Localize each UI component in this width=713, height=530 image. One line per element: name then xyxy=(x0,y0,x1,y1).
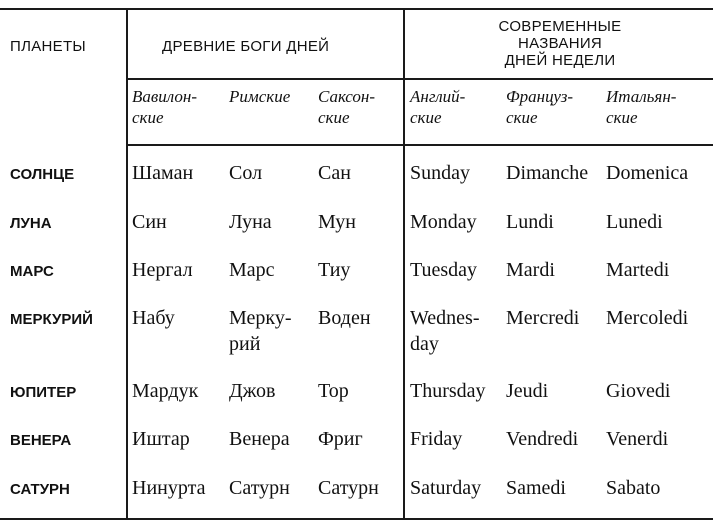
table-cell xyxy=(229,211,272,233)
cell-line: Тор xyxy=(318,380,349,402)
table-cell xyxy=(606,380,670,402)
table-cell xyxy=(318,162,351,184)
table-cell xyxy=(410,211,477,233)
planet-label-jupiter: ЮПИТЕР xyxy=(10,384,77,401)
header-planets: ПЛАНЕТЫ xyxy=(10,38,87,55)
planet-label-sun: СОЛНЦЕ xyxy=(10,166,75,183)
subheader-line: Итальян- xyxy=(606,87,677,106)
cell-line: Венера xyxy=(229,428,290,450)
cell-line: Луна xyxy=(229,211,272,233)
cell-line: Тиу xyxy=(318,259,351,281)
table-cell xyxy=(506,162,588,184)
table-cell xyxy=(606,477,660,499)
cell-line: Sunday xyxy=(410,162,470,184)
cell-line: Venerdi xyxy=(606,428,669,450)
cell-line: Lunedi xyxy=(606,211,663,233)
table-cell xyxy=(229,380,275,402)
subheader-french xyxy=(506,88,573,126)
table-cell xyxy=(318,428,363,450)
column-divider-ancient-modern xyxy=(403,8,405,520)
subheader-line: Римские xyxy=(229,87,291,106)
cell-line: day xyxy=(410,333,439,355)
planet-label-saturn: САТУРН xyxy=(10,481,70,498)
cell-line: Мерку- xyxy=(229,307,292,329)
cell-line: Сатурн xyxy=(229,477,290,499)
table-cell xyxy=(506,428,578,450)
header-ancient-gods: ДРЕВНИЕ БОГИ ДНЕЙ xyxy=(162,38,330,55)
cell-line: Mercoledi xyxy=(606,307,689,329)
cell-line: Мардук xyxy=(132,380,199,402)
cell-line: Набу xyxy=(132,307,175,329)
cell-line: Сан xyxy=(318,162,351,184)
cell-line: Friday xyxy=(410,428,463,450)
table-cell xyxy=(132,428,190,450)
cell-line: Нинурта xyxy=(132,477,206,499)
table-cell xyxy=(606,211,663,233)
cell-line: Сол xyxy=(229,162,263,184)
planet-label-mars: МАРС xyxy=(10,263,54,280)
cell-line: Иштар xyxy=(132,428,190,450)
cell-line: рий xyxy=(229,333,261,355)
cell-line: Martedi xyxy=(606,259,670,281)
subheader-line: ские xyxy=(132,108,164,127)
cell-line: Samedi xyxy=(506,477,566,499)
cell-line: Фриг xyxy=(318,428,363,450)
subheader-line: ские xyxy=(410,108,442,127)
subheader-line: Англий- xyxy=(410,87,466,106)
subheader-line: ские xyxy=(318,108,350,127)
column-divider-planets xyxy=(126,8,128,520)
table-cell xyxy=(506,380,548,402)
table-cell xyxy=(606,162,688,184)
subheader-roman xyxy=(229,88,290,105)
subheader-line: Вавилон- xyxy=(132,87,197,106)
table-cell xyxy=(132,380,198,402)
subheader-line: Француз- xyxy=(506,87,573,106)
cell-line: Шаман xyxy=(132,162,194,184)
table-cell xyxy=(606,428,668,450)
subheader-english xyxy=(410,88,465,126)
table-cell xyxy=(506,259,555,281)
table-cell xyxy=(132,477,205,499)
table-cell xyxy=(229,162,262,184)
cell-line: Мун xyxy=(318,211,356,233)
header-modern-line: СОВРЕМЕННЫЕ xyxy=(498,18,622,35)
subheader-line: ские xyxy=(606,108,638,127)
table-top-rule xyxy=(0,8,713,10)
cell-line: Син xyxy=(132,211,167,233)
cell-line: Thursday xyxy=(410,380,486,402)
subheader-bottom-rule xyxy=(128,144,713,146)
table-cell xyxy=(229,307,292,355)
subheader-italian xyxy=(606,88,676,126)
cell-line: Lundi xyxy=(506,211,554,233)
cell-line: Saturday xyxy=(410,477,482,499)
table-cell xyxy=(410,428,462,450)
header-modern-names xyxy=(420,18,700,69)
subheader-top-rule xyxy=(128,78,713,80)
table-cell xyxy=(410,307,479,355)
subheader-line: Саксон- xyxy=(318,87,375,106)
cell-line: Domenica xyxy=(606,162,689,184)
cell-line: Сатурн xyxy=(318,477,379,499)
subheader-line: ские xyxy=(506,108,538,127)
subheader-babylonian xyxy=(132,88,197,126)
cell-line: Mercredi xyxy=(506,307,580,329)
table-cell xyxy=(132,211,167,233)
table-cell xyxy=(410,259,477,281)
planet-label-venus: ВЕНЕРА xyxy=(10,432,72,449)
cell-line: Dimanche xyxy=(506,162,589,184)
table-cell xyxy=(318,259,350,281)
table-cell xyxy=(606,259,669,281)
cell-line: Sabato xyxy=(606,477,661,499)
table-cell xyxy=(410,162,470,184)
header-modern-line: НАЗВАНИЯ xyxy=(517,35,603,52)
table-cell xyxy=(132,307,175,329)
cell-line: Vendredi xyxy=(506,428,579,450)
table-cell xyxy=(506,307,579,329)
cell-line: Воден xyxy=(318,307,371,329)
table-cell xyxy=(506,211,554,233)
cell-line: Monday xyxy=(410,211,477,233)
planet-label-moon: ЛУНА xyxy=(10,215,52,232)
cell-line: Джов xyxy=(229,380,276,402)
header-modern-line: ДНЕЙ НЕДЕЛИ xyxy=(504,52,616,69)
table-cell xyxy=(606,307,688,329)
cell-line: Wednes- xyxy=(410,307,480,329)
table-cell xyxy=(318,307,371,329)
table-cell xyxy=(506,477,566,499)
table-cell xyxy=(132,259,193,281)
cell-line: Giovedi xyxy=(606,380,671,402)
table-cell xyxy=(229,428,290,450)
subheader-saxon xyxy=(318,88,375,126)
table-cell xyxy=(318,477,379,499)
cell-line: Jeudi xyxy=(506,380,549,402)
table-cell xyxy=(410,380,486,402)
cell-line: Нергал xyxy=(132,259,193,281)
table-cell xyxy=(229,477,290,499)
cell-line: Марс xyxy=(229,259,275,281)
table-cell xyxy=(318,211,356,233)
table-bottom-rule xyxy=(0,518,713,520)
table-cell xyxy=(132,162,193,184)
cell-line: Mardi xyxy=(506,259,555,281)
planet-label-mercury: МЕРКУРИЙ xyxy=(10,311,93,328)
table-cell xyxy=(410,477,481,499)
table-cell xyxy=(229,259,275,281)
cell-line: Tuesday xyxy=(410,259,478,281)
table-cell xyxy=(318,380,349,402)
